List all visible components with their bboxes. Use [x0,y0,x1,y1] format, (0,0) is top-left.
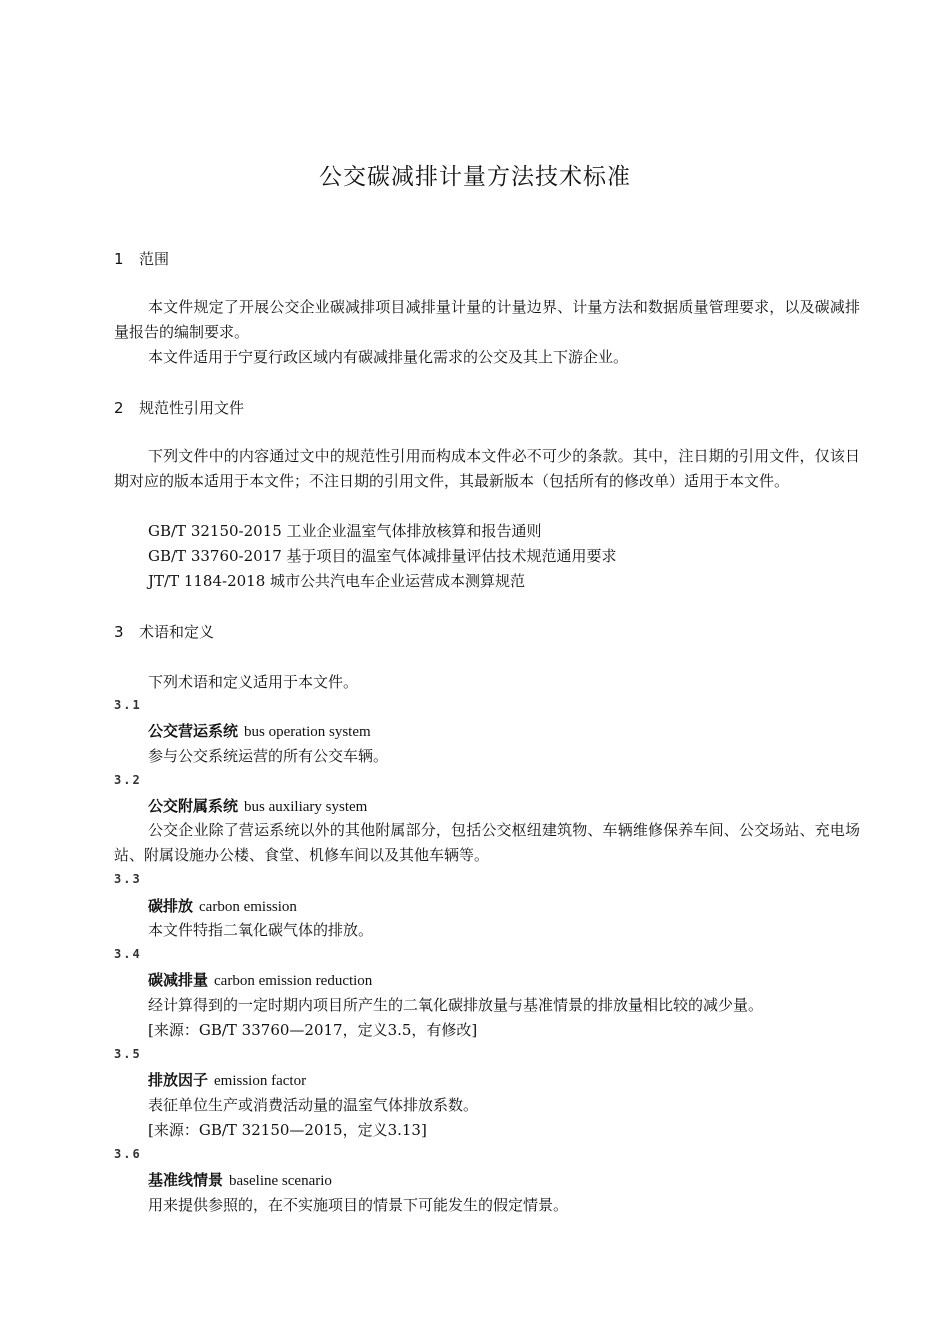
term-definition: 公交企业除了营运系统以外的其他附属部分，包括公交枢纽建筑物、车辆维修保养车间、公交场站、充电场站、附属设施办公楼、食堂、机修车间以及其他车辆等。 [114,821,860,864]
reference-item: GB/T 32150-2015 工业企业温室气体排放核算和报告通则 [148,522,542,540]
term-heading [148,969,372,990]
term-definition: 表征单位生产或消费活动量的温室气体排放系数。 [148,1096,479,1114]
term-heading [148,1169,332,1190]
term-english: baseline scenario [229,1173,332,1189]
section-heading-scope [114,248,169,269]
term-definition: 本文件特指二氧化碳气体的排放。 [148,921,374,939]
term-chinese: 公交营运系统 [148,722,239,740]
term-number: 3.3 [114,872,142,886]
term-definition: 用来提供参照的，在不实施项目的情景下可能发生的假定情景。 [148,1196,569,1214]
references-intro: 下列文件中的内容通过文中的规范性引用而构成本文件必不可少的条款。其中，注日期的引用文件，仅该日期对应的版本适用于本文件；不注日期的引用文件，其最新版本（包括所有的修改单）适用于本文件。 [114,447,860,490]
term-number: 3.5 [114,1047,142,1061]
term-number: 3.2 [114,773,142,787]
term-english: carbon emission [199,899,297,915]
section-title: 术语和定义 [139,623,215,641]
section-heading-terms [114,621,214,642]
term-number: 3.4 [114,947,142,961]
term-heading [148,795,367,816]
section-number: 3 [114,623,124,641]
section-number: 2 [114,399,124,417]
term-heading [148,720,371,741]
term-heading [148,1069,306,1090]
term-chinese: 基准线情景 [148,1171,224,1189]
section-heading-normative-references [114,397,244,418]
scope-paragraph-2: 本文件适用于宁夏行政区域内有碳减排量化需求的公交及其上下游企业。 [148,348,629,366]
section-title: 规范性引用文件 [139,399,245,417]
term-english: emission factor [214,1073,307,1089]
term-chinese: 碳减排量 [148,971,209,989]
term-definition: 参与公交系统运营的所有公交车辆。 [148,747,389,765]
term-number: 3.1 [114,698,142,712]
term-source: [来源：GB/T 33760—2017，定义3.5，有修改] [148,1021,478,1039]
reference-item: GB/T 33760-2017 基于项目的温室气体减排量评估技术规范通用要求 [148,547,617,565]
term-english: bus operation system [244,724,371,740]
term-chinese: 排放因子 [148,1071,209,1089]
term-source: [来源：GB/T 32150—2015，定义3.13] [148,1121,427,1139]
term-chinese: 碳排放 [148,897,194,915]
scope-paragraph-1: 本文件规定了开展公交企业碳减排项目减排量计量的计量边界、计量方法和数据质量管理要求，以及碳减排量报告的编制要求。 [114,298,860,341]
document-title: 公交碳减排计量方法技术标准 [319,164,631,190]
terms-intro: 下列术语和定义适用于本文件。 [148,673,359,691]
reference-item: JT/T 1184-2018 城市公共汽电车企业运营成本测算规范 [148,572,526,590]
term-number: 3.6 [114,1147,142,1161]
term-heading [148,895,297,916]
section-title: 范围 [139,250,170,268]
section-number: 1 [114,250,124,268]
term-chinese: 公交附属系统 [148,797,239,815]
term-english: carbon emission reduction [214,973,373,989]
term-definition: 经计算得到的一定时期内项目所产生的二氧化碳排放量与基准情景的排放量相比较的减少量。 [148,996,764,1014]
term-english: bus auxiliary system [244,799,368,815]
